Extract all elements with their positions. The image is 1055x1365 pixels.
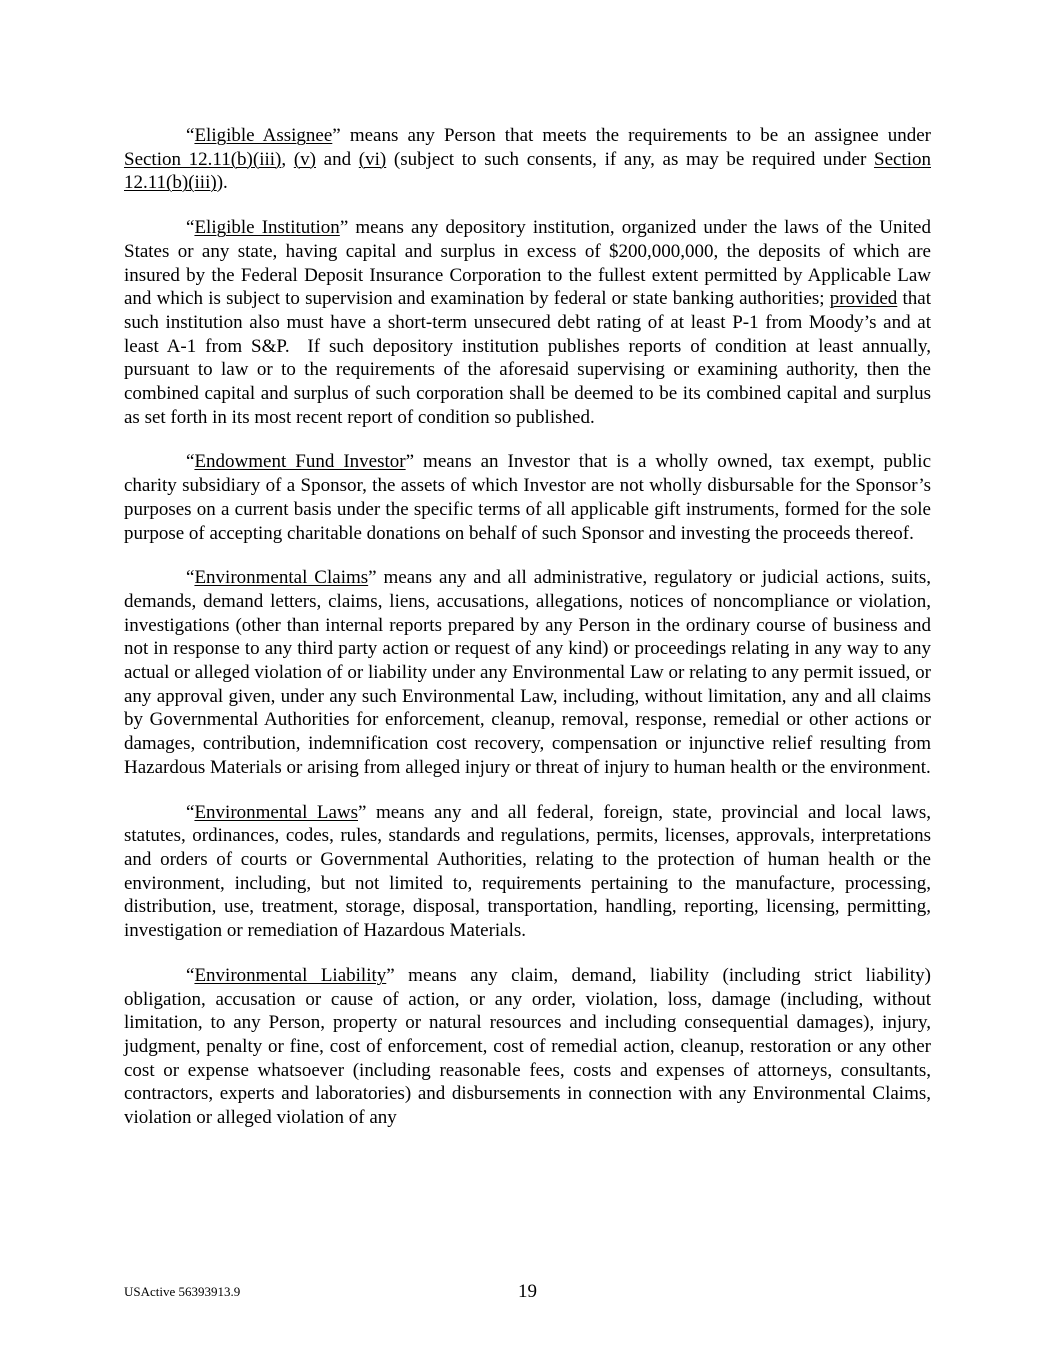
footer-document-id: USActive 56393913.9	[124, 1284, 241, 1299]
definition-text: ,	[281, 148, 294, 170]
section-reference: (v)	[293, 148, 316, 170]
proviso-term: provided	[829, 288, 898, 310]
definition-text: means any and all federal, foreign, state, provincial and local laws, statutes, ordinances, codes, rules, standards and regulations, permits, licenses, approvals, interpretations and orders of courts or Governmental Authorities, relating to the protection of human health or the environment, including, but not limited to, requirements pertaining to the manufacture, processing, distribution, use, treatment, storage, disposal, transportation, handling, reporting, licensing, permitting, investigation or remediation of Hazardous Materials.	[124, 801, 931, 942]
section-reference: Section 12.11(b)(iii)	[124, 148, 282, 170]
page-number: 19	[518, 1281, 537, 1302]
defined-term: Environmental Laws	[194, 801, 359, 823]
close-quote: ”	[332, 125, 341, 146]
definition-text: means any depository institution, organized under the laws of the United States or any state, having capital and surplus in excess of $200,000,000, the deposits of which are insured by the Federal Deposit Insurance Corporation to the fullest extent permitted by Applicable Law and which is subject to supervision and examination by federal or state banking authorities;	[124, 217, 931, 310]
close-quote: ”	[386, 964, 395, 986]
open-quote: “	[186, 801, 195, 823]
open-quote: “	[186, 567, 195, 589]
close-quote: ”	[368, 567, 377, 589]
definition-endowment-fund-investor	[124, 450, 931, 545]
defined-term: Environmental Liability	[194, 964, 387, 986]
defined-term: Eligible Institution	[194, 217, 340, 239]
definition-eligible-assignee	[124, 124, 931, 195]
close-quote: ”	[405, 451, 415, 473]
definition-text: (subject to such consents, if any, as may be required under	[386, 148, 874, 170]
open-quote: “	[186, 125, 195, 146]
close-quote: ”	[358, 801, 367, 823]
defined-term: Eligible Assignee	[194, 125, 333, 146]
close-quote: ”	[339, 217, 349, 239]
definition-environmental-liability	[124, 964, 931, 1130]
section-reference: (vi)	[358, 148, 387, 170]
definition-environmental-claims	[124, 566, 931, 779]
definition-environmental-laws	[124, 801, 931, 943]
section-reference: Section 12.11(b)(iii)	[124, 148, 931, 194]
definition-text: and	[315, 148, 359, 170]
open-quote: “	[186, 217, 195, 239]
defined-term: Endowment Fund Investor	[194, 451, 406, 473]
definition-text: means an Investor that is a wholly owned, tax exempt, public charity subsidiary of a Sponsor, the assets of which Investor are not wholly disbursable for the Sponsor’s purposes on a current basis under the specific terms of all applicable gift instruments, formed for the sole purpose of accepting charitable donations on behalf of such Sponsor and investing the proceeds thereof.	[124, 451, 932, 544]
definition-eligible-institution	[124, 216, 931, 429]
defined-term: Environmental Claims	[194, 567, 369, 589]
definition-text: ).	[216, 172, 228, 194]
open-quote: “	[186, 451, 195, 473]
definition-text: means any claim, demand, liability (including strict liability) obligation, accusation or cause of action, or any order, violation, loss, damage (including, without limitation, to any Person, property or natural resources and including consequential damages), injury, judgment, penalty or fine, cost of enforcement, cost of remedial action, cleanup, restoration or any other cost or expense whatsoever (including reasonable fees, costs and expenses of attorneys, consultants, contractors, experts and laboratories) and disbursements in connection with any Environmental Claims, violation or alleged violation of any	[124, 964, 931, 1129]
document-body	[124, 124, 931, 1151]
definition-text: means any Person that meets the requirements to be an assignee under	[340, 125, 931, 146]
definition-text: that such institution also must have a short-term unsecured debt rating of at least P-1 from Moody’s and at least A-1 from S&P. If such depository institution publishes reports of condition at least annually, pursuant to law or to the requirements of the aforesaid supervising or examining authority, then the combined capital and surplus of such corporation shall be deemed to be its combined capital and surplus as set forth in its most recent report of condition so published.	[124, 288, 931, 428]
definition-text: means any and all administrative, regulatory or judicial actions, suits, demands, demand letters, claims, liens, accusations, allegations, notices of noncompliance or violation, investigations (other than internal reports prepared by any Person in the ordinary course of business and not in response to any third party action or request of any kind) or proceedings relating in any way to any actual or alleged violation of or liability under any Environmental Law or relating to any permit issued, or any approval given, under any such Environmental Law, including, without limitation, any and all claims by Governmental Authorities for enforcement, cleanup, removal, response, remedial or other actions or damages, contribution, indemnification cost recovery, compensation or injunctive relief resulting from Hazardous Materials or arising from alleged injury or threat of injury to human health or the environment.	[124, 567, 931, 778]
open-quote: “	[186, 964, 195, 986]
